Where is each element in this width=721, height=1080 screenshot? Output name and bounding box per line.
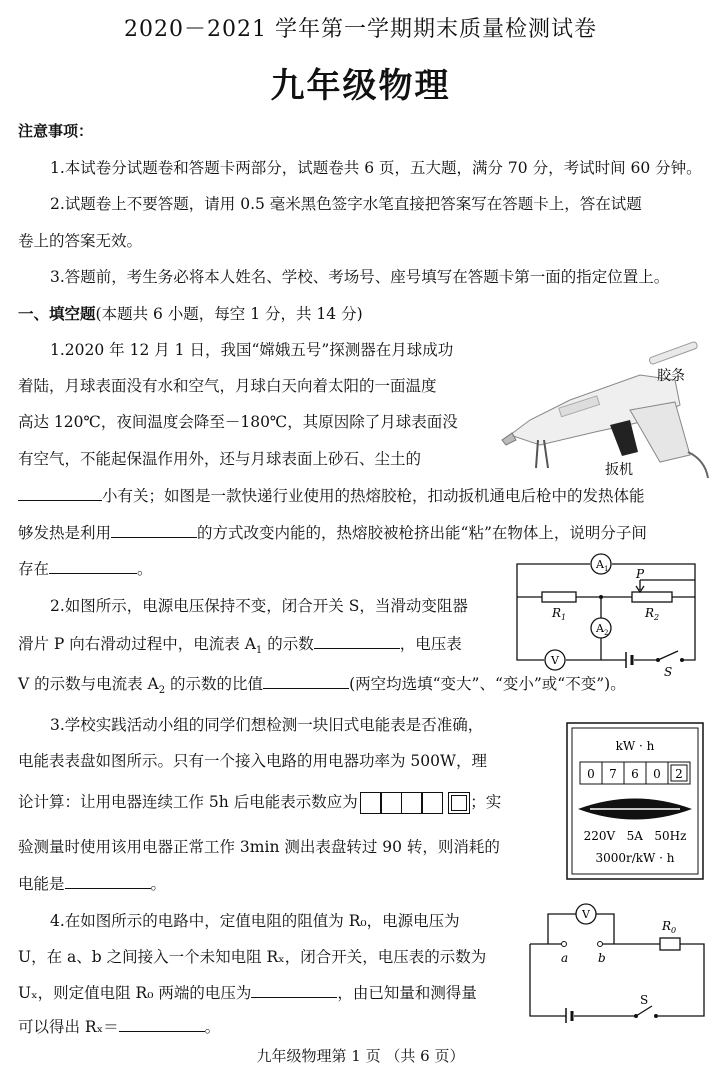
label-p: P <box>636 567 645 581</box>
label-r0: $R_0$ <box>662 919 677 935</box>
label-trigger: 扳机 <box>605 462 633 478</box>
section-1-heading <box>18 303 363 325</box>
wire-bottom-left <box>530 944 636 1016</box>
section-1-title: 一、填空题 <box>18 305 96 323</box>
label-s: S <box>640 993 649 1007</box>
subject-title: 九年级物理 <box>270 66 451 106</box>
label-v: V <box>582 908 590 921</box>
glue-stick <box>649 341 698 365</box>
terminal-b <box>598 942 603 947</box>
page-footer: 九年级物理第 1 页 （共 6 页） <box>256 1047 465 1065</box>
digit-box-4[interactable] <box>421 792 443 814</box>
meter-digit-1: 0 <box>587 767 595 781</box>
label-b: b <box>598 951 606 965</box>
energy-meter-figure <box>566 722 704 880</box>
q1-line-7-a: 存在 <box>18 560 50 578</box>
digit-box-5[interactable] <box>448 792 470 814</box>
q2-circuit-diagram <box>512 552 712 677</box>
meter-spec: 220V 5A 50Hz <box>583 829 687 843</box>
q3-line-3-a: 论计算：让用电器连续工作 5h 后电能表示数应为 <box>18 793 358 811</box>
q1-line-5-text: 小有关；如图是一款快递行业使用的热熔胶枪，扣动扳机通电后枪中的发热体能 <box>102 487 645 505</box>
notes-heading: 注意事项： <box>18 122 94 140</box>
answer-blank-q2-2[interactable] <box>263 672 349 689</box>
note-1: 1.本试卷分试题卷和答题卡两部分，试题卷共 6 页，五大题，满分 70 分，考试时间 60 分钟。 <box>50 159 702 177</box>
meter-digit-5: 2 <box>675 767 683 781</box>
label-s: S <box>664 665 673 677</box>
answer-digit-boxes[interactable] <box>360 792 469 814</box>
meter-digit-2: 7 <box>609 767 617 781</box>
switch-s <box>658 597 695 660</box>
digit-box-3[interactable] <box>401 792 423 814</box>
note-2-cont: 卷上的答案无效。 <box>18 232 143 250</box>
gun-trigger <box>610 420 638 456</box>
q1-line-1: 1.2020 年 12 月 1 日，我国“嫦娥五号”探测器在月球成功 <box>50 341 454 359</box>
switch-pivot <box>634 1014 638 1018</box>
wire-top-right <box>530 944 704 1016</box>
label-a1: $A_1$ <box>596 558 609 573</box>
meter-rate: 3000r/kW · h <box>595 851 675 865</box>
terminal-a <box>562 942 567 947</box>
q1-line-2: 着陆，月球表面没有水和空气，月球白天向着太阳的一面温度 <box>18 377 437 395</box>
resistor-r2 <box>632 592 672 602</box>
switch-pivot <box>656 658 660 662</box>
q4-line-4-a: 可以得出 Rₓ＝ <box>18 1018 119 1036</box>
q3-line-1: 3.学校实践活动小组的同学们想检测一块旧式电能表是否准确， <box>50 716 484 734</box>
answer-blank-q1-1[interactable] <box>18 484 102 501</box>
meter-unit: kW · h <box>615 739 655 753</box>
resistor-r0 <box>660 938 680 950</box>
wire-middle <box>517 580 695 597</box>
answer-blank-q4-2[interactable] <box>119 1015 205 1032</box>
q1-line-7-b: 。 <box>137 560 153 578</box>
wire-voltmeter <box>548 914 614 944</box>
label-r2: $R_2$ <box>645 606 660 622</box>
q4-line-1: 4.在如图所示的电路中，定值电阻的阻值为 R₀，电源电压为 <box>50 912 460 930</box>
label-v: V <box>551 654 559 667</box>
q1-line-3: 高达 120℃，夜间温度会降至－180℃，其原因除了月球表面没 <box>18 413 458 431</box>
q4-line-3-a: Uₓ，则定值电阻 R₀ 两端的电压为 <box>18 984 252 1002</box>
q2-line-3-b: 的示数的比值 <box>165 675 264 693</box>
q2-line-2-c: ，电压表 <box>399 635 462 653</box>
answer-blank-q2-1[interactable] <box>314 632 400 649</box>
note-2: 2.试题卷上不要答题，请用 0.5 毫米黑色签字水笔直接把答案写在答题卡上，答在试题 <box>50 195 642 213</box>
answer-blank-q1-3[interactable] <box>49 557 137 574</box>
exam-title: 2020－2021 学年第一学期期末质量检测试卷 <box>124 17 597 42</box>
q1-line-6 <box>18 521 647 544</box>
q4-line-2: U，在 a、b 之间接入一个未知电阻 Rₓ，闭合开关，电压表的示数为 <box>18 948 487 966</box>
gun-cord <box>688 452 708 478</box>
switch-contact <box>654 1014 658 1018</box>
q3-line-2: 电能表表盘如图所示。只有一个接入电路的用电器功率为 500W，理 <box>18 752 487 770</box>
q3-line-5-a: 电能是 <box>18 875 65 893</box>
label-glue-stick: 胶条 <box>657 368 685 384</box>
q2-line-2-b: 的示数 <box>262 635 314 653</box>
label-a2: $A_2$ <box>596 622 609 637</box>
q1-line-5 <box>18 484 645 507</box>
section-1-subtitle: (本题共 6 小题，每空 1 分，共 14 分) <box>95 305 363 323</box>
digit-box-2[interactable] <box>380 792 402 814</box>
wire-bottom <box>517 597 658 660</box>
q2-line-2-sub: 1 <box>255 645 263 657</box>
answer-blank-q4-1[interactable] <box>251 981 337 998</box>
q3-line-5-b: 。 <box>150 875 167 893</box>
gun-handle <box>630 402 690 462</box>
q4-line-4 <box>18 1015 220 1038</box>
q1-line-7 <box>18 557 153 580</box>
q3-line-3 <box>18 791 501 814</box>
q4-line-3-b: ，由已知量和测得量 <box>337 984 477 1002</box>
resistor-r1 <box>542 592 576 602</box>
switch-s <box>636 1006 652 1016</box>
q4-circuit-diagram <box>524 898 714 1023</box>
switch-contact <box>680 658 684 662</box>
meter-digit-3: 6 <box>631 767 639 781</box>
q2-line-3-a: V 的示数与电流表 A <box>18 675 159 693</box>
q1-line-6-a: 够发热是利用 <box>18 524 112 542</box>
slider-p <box>636 580 644 592</box>
answer-blank-q3-1[interactable] <box>65 872 151 889</box>
q3-line-4: 验测量时使用该用电器正常工作 3min 测出表盘转过 90 转，则消耗的 <box>18 838 500 856</box>
q2-line-3-c: (两空均选填“变大”、“变小”或“不变”)。 <box>349 675 626 693</box>
q2-line-3-sub: 2 <box>158 685 166 697</box>
q2-line-2-a: 滑片 P 向右滑动过程中，电流表 A <box>18 635 256 653</box>
q3-line-5 <box>18 872 166 895</box>
digit-box-1[interactable] <box>360 792 382 814</box>
q3-line-3-b: ；实 <box>470 793 502 811</box>
label-r1: $R_1$ <box>552 606 567 622</box>
q4-line-4-b: 。 <box>204 1018 221 1036</box>
q2-line-2 <box>18 632 462 662</box>
q4-line-3 <box>18 981 477 1004</box>
q1-line-4: 有空气，不能起保温作用外，还与月球表面上砂石、尘土的 <box>18 450 422 468</box>
node-a <box>599 595 603 599</box>
q1-line-6-b: 的方式改变内能的，热熔胶被枪挤出能“粘”在物体上，说明分子间 <box>197 524 647 542</box>
glue-gun-figure <box>500 340 710 480</box>
note-3: 3.答题前，考生务必将本人姓名、学校、考场号、座号填写在答题卡第一面的指定位置上。 <box>50 268 670 286</box>
label-a: a <box>561 951 569 965</box>
q2-line-1: 2.如图所示，电源电压保持不变，闭合开关 S，当滑动变阻器 <box>50 597 468 615</box>
answer-blank-q1-2[interactable] <box>111 521 197 538</box>
meter-digit-4: 0 <box>653 767 661 781</box>
